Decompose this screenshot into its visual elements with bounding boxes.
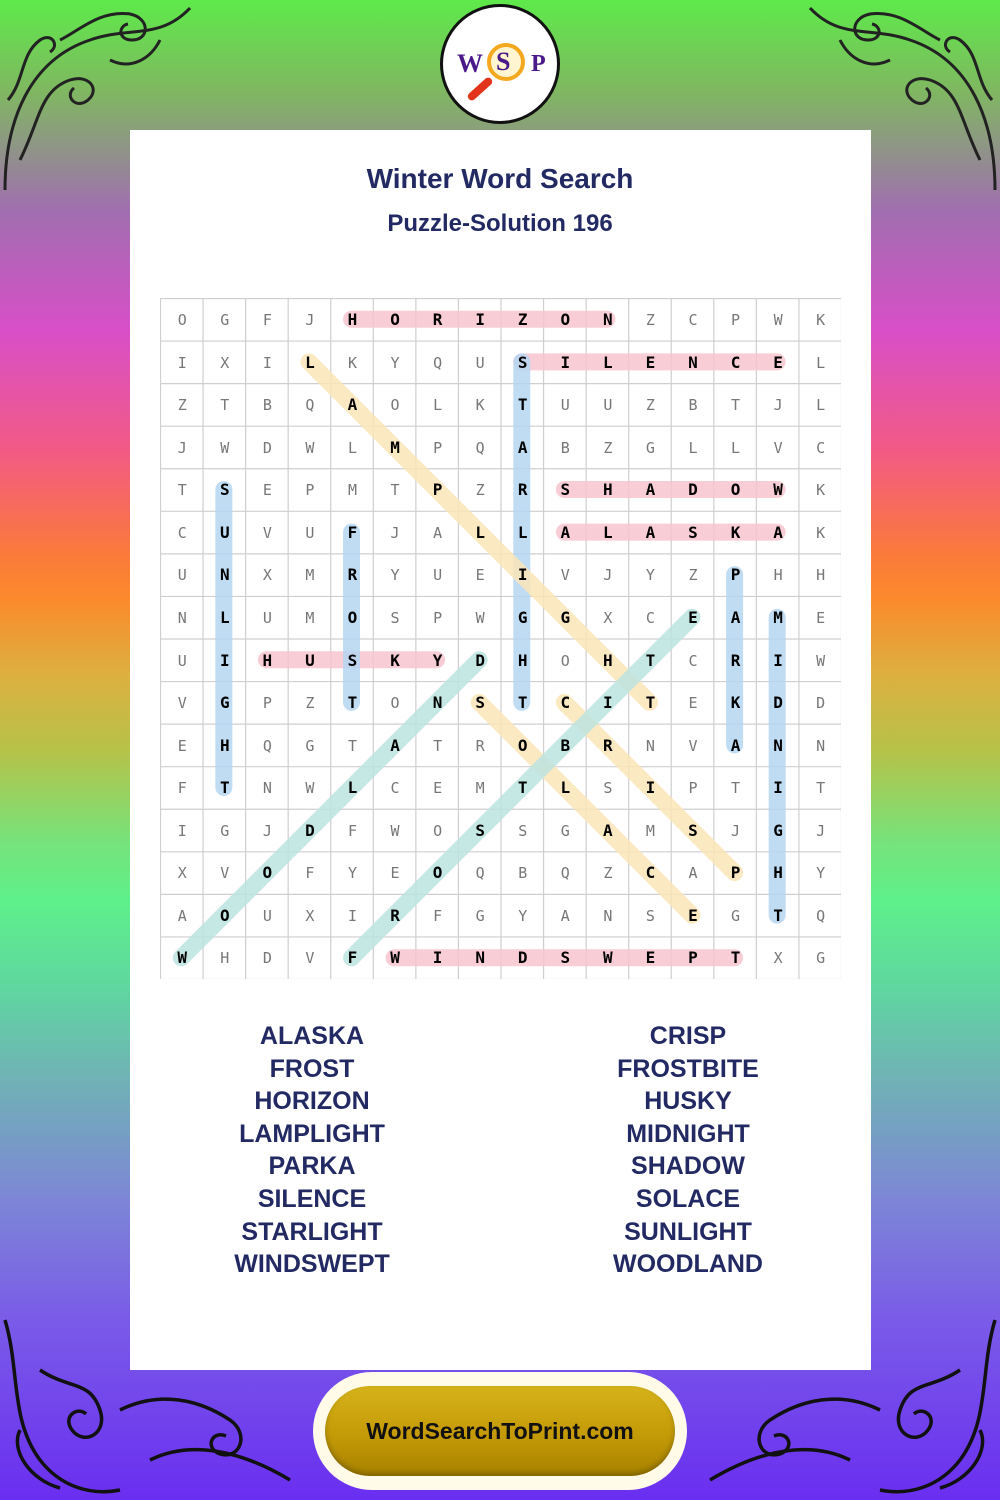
- grid-cell: N: [603, 906, 613, 925]
- site-link-label[interactable]: WordSearchToPrint.com: [366, 1418, 634, 1444]
- grid-cell: T: [390, 481, 400, 500]
- word-list-item: CRISP: [649, 1022, 727, 1050]
- word-list-item: HUSKY: [644, 1087, 732, 1116]
- grid-cell: C: [177, 523, 187, 542]
- grid-cell: T: [219, 778, 230, 798]
- grid-cell: L: [688, 438, 698, 457]
- grid-cell: U: [177, 566, 187, 585]
- grid-cell: E: [688, 607, 698, 627]
- logo-letter-p: P: [531, 51, 546, 77]
- magnifier-handle: [466, 76, 494, 102]
- grid-cell: Z: [475, 481, 485, 500]
- grid-cell: E: [645, 352, 656, 372]
- grid-cell: S: [688, 522, 698, 542]
- grid-cell: K: [730, 522, 741, 542]
- grid-cell: G: [560, 607, 571, 627]
- grid-cell: L: [816, 353, 826, 372]
- grid-cell: E: [177, 736, 187, 755]
- grid-cell: V: [560, 566, 570, 585]
- wsp-logo: [440, 4, 560, 124]
- grid-cell: O: [390, 310, 400, 329]
- grid-cell: I: [517, 565, 528, 585]
- grid-cell: G: [220, 311, 230, 329]
- grid-cell: H: [220, 949, 230, 968]
- logo-letter-w: W: [457, 49, 483, 78]
- grid-cell: J: [816, 821, 826, 840]
- grid-cell: K: [816, 523, 826, 542]
- grid-cell: I: [645, 778, 656, 798]
- grid-cell: U: [305, 523, 315, 542]
- grid-cell: R: [390, 905, 400, 925]
- grid-cell: I: [347, 906, 358, 925]
- grid-cell: T: [730, 948, 741, 968]
- grid-cell: K: [816, 311, 826, 329]
- grid-cell: R: [475, 736, 485, 755]
- grid-cell: N: [645, 736, 655, 755]
- grid-cell: L: [305, 352, 315, 372]
- grid-cell: E: [688, 694, 698, 713]
- grid-cell: L: [517, 522, 528, 542]
- grid-cell: L: [816, 396, 826, 415]
- grid-cell: O: [262, 863, 273, 883]
- word-list-right: [528, 1020, 848, 1281]
- word-search-grid: [160, 298, 841, 979]
- grid-cell: X: [262, 566, 272, 585]
- grid-cell: H: [603, 480, 613, 500]
- grid-cell: M: [347, 481, 358, 500]
- grid-cell: K: [475, 396, 485, 415]
- grid-cell: R: [347, 565, 358, 585]
- grid-cell: Z: [603, 864, 613, 883]
- word-list-item: WINDSWEPT: [234, 1250, 390, 1279]
- grid-cell: F: [347, 821, 358, 840]
- grid-cell: E: [816, 608, 826, 627]
- grid-cell: C: [816, 438, 826, 457]
- grid-cell: W: [773, 311, 783, 329]
- grid-cell: M: [475, 779, 485, 798]
- grid-cell: A: [560, 906, 570, 925]
- grid-cell: S: [560, 948, 571, 968]
- grid-cell: B: [688, 396, 698, 415]
- grid-cell: L: [219, 607, 230, 627]
- grid-cell: A: [645, 480, 656, 500]
- grid-cell: Q: [305, 396, 315, 415]
- word-list-item: FROST: [269, 1054, 355, 1083]
- grid-cell: S: [475, 693, 485, 713]
- grid-cell: T: [816, 779, 826, 798]
- grid-cell: G: [560, 821, 570, 840]
- grid-cell: S: [518, 821, 528, 840]
- word-list-item: PARKA: [268, 1152, 356, 1181]
- page-title: Winter Word Search: [366, 163, 634, 194]
- grid-cell: U: [305, 650, 315, 670]
- grid-cell: S: [517, 352, 528, 372]
- grid-cell: W: [390, 948, 400, 968]
- grid-cell: E: [433, 779, 443, 798]
- grid-cell: P: [730, 565, 741, 585]
- grid-cell: H: [816, 566, 826, 585]
- site-link-pill[interactable]: [325, 1386, 675, 1476]
- grid-cell: N: [177, 608, 187, 627]
- word-list-item: FROSTBITE: [617, 1054, 759, 1083]
- grid-cell: S: [560, 480, 571, 500]
- grid-cell: L: [560, 778, 571, 798]
- grid-cell: M: [305, 566, 315, 585]
- word-list-item: WOODLAND: [613, 1250, 763, 1279]
- grid-cell: I: [177, 821, 187, 840]
- grid-cell: B: [262, 396, 272, 415]
- grid-cell: H: [773, 863, 783, 883]
- grid-cell: G: [517, 607, 528, 627]
- grid-cell: Z: [177, 396, 187, 415]
- grid-cell: H: [773, 566, 783, 585]
- grid-cell: A: [730, 607, 741, 627]
- grid-cell: L: [433, 396, 443, 415]
- grid-cell: W: [177, 948, 188, 968]
- grid-cell: F: [347, 522, 358, 542]
- grid-cell: V: [220, 864, 230, 883]
- grid-cell: H: [219, 735, 230, 755]
- grid-cell: V: [177, 694, 187, 713]
- grid-cell: T: [347, 693, 358, 713]
- grid-cell: R: [432, 310, 443, 329]
- grid-cell: X: [603, 608, 613, 627]
- grid-cell: I: [219, 650, 230, 670]
- word-list-item: ALASKA: [259, 1022, 365, 1050]
- grid-cell: Z: [645, 396, 655, 415]
- grid-cell: T: [220, 396, 230, 415]
- grid-cell: A: [730, 735, 741, 755]
- grid-cell: R: [603, 735, 613, 755]
- grid-cell: C: [645, 863, 656, 883]
- grid-cell: O: [219, 905, 230, 925]
- grid-cell: M: [390, 437, 400, 457]
- grid-cell: D: [517, 948, 528, 968]
- grid-cell: T: [177, 481, 187, 500]
- grid-cell: S: [347, 650, 358, 670]
- grid-cell: N: [816, 736, 826, 755]
- grid-cell: J: [390, 523, 400, 542]
- word-list-left: [152, 1020, 472, 1281]
- grid-cell: D: [688, 480, 698, 500]
- grid-cell: P: [432, 480, 443, 500]
- grid-cell: U: [603, 396, 613, 415]
- grid-cell: U: [433, 566, 443, 585]
- grid-cell: X: [177, 864, 187, 883]
- grid-cell: A: [603, 820, 613, 840]
- grid-cell: J: [262, 821, 272, 840]
- grid-cell: H: [347, 310, 358, 329]
- grid-cell: Q: [475, 864, 485, 883]
- grid-cell: N: [219, 565, 230, 585]
- grid-cell: Y: [816, 864, 826, 883]
- grid-cell: X: [773, 949, 783, 968]
- grid-cell: J: [731, 821, 741, 840]
- grid-cell: A: [688, 864, 698, 883]
- grid-cell: W: [390, 821, 400, 840]
- grid-cell: D: [475, 650, 485, 670]
- grid-cell: E: [475, 566, 485, 585]
- grid-cell: T: [433, 736, 443, 755]
- grid-cell: I: [773, 650, 783, 670]
- grid-cell: M: [645, 821, 655, 840]
- page-subtitle: Puzzle-Solution 196: [387, 210, 613, 237]
- word-list-item: LAMPLIGHT: [239, 1119, 385, 1148]
- grid-cell: G: [816, 949, 826, 968]
- grid-cell: W: [475, 608, 485, 627]
- grid-cell: Y: [347, 864, 358, 883]
- grid-cell: J: [305, 311, 315, 329]
- grid-cell: O: [177, 311, 187, 329]
- grid-cell: W: [773, 480, 783, 500]
- logo-letter-s: S: [496, 47, 511, 76]
- grid-cell: Z: [305, 694, 315, 713]
- site-link-button[interactable]: [313, 1372, 687, 1490]
- grid-cell: O: [390, 396, 400, 415]
- grid-cell: Y: [390, 566, 400, 585]
- grid-cell: V: [773, 438, 783, 457]
- grid-cell: L: [347, 778, 358, 798]
- grid-cell: U: [475, 353, 485, 372]
- grid-cell: T: [731, 779, 741, 798]
- grid-cell: O: [517, 735, 528, 755]
- grid-cell: A: [645, 522, 656, 542]
- grid-cell: A: [517, 437, 528, 457]
- grid-cell: I: [773, 778, 783, 798]
- grid-cell: P: [433, 608, 443, 627]
- grid-cell: N: [603, 310, 613, 329]
- grid-cell: L: [603, 522, 613, 542]
- grid-cell: S: [219, 480, 230, 500]
- grid-cell: E: [390, 864, 400, 883]
- grid-cell: T: [731, 396, 741, 415]
- grid-cell: C: [688, 651, 698, 670]
- grid-cell: I: [475, 310, 485, 329]
- grid-cell: N: [773, 735, 783, 755]
- grid-cell: A: [347, 395, 358, 415]
- grid-cell: C: [688, 311, 698, 329]
- grid-cell: C: [560, 693, 571, 713]
- grid-cell: D: [262, 949, 272, 968]
- grid-cell: Z: [645, 311, 655, 329]
- grid-cell: O: [730, 480, 741, 500]
- grid-cell: Q: [560, 864, 570, 883]
- grid-cell: I: [603, 693, 613, 713]
- grid-cell: H: [262, 650, 273, 670]
- grid-cell: L: [475, 522, 485, 542]
- grid-cell: J: [177, 438, 187, 457]
- grid-cell: Q: [475, 438, 485, 457]
- grid-cell: D: [262, 438, 272, 457]
- grid-cell: P: [688, 779, 698, 798]
- grid-cell: K: [730, 693, 741, 713]
- grid-cell: C: [645, 608, 655, 627]
- grid-cell: Z: [517, 310, 528, 329]
- grid-cell: X: [305, 906, 315, 925]
- grid-cell: Y: [432, 650, 443, 670]
- grid-cell: U: [560, 396, 570, 415]
- grid-cell: G: [645, 438, 655, 457]
- grid-cell: W: [220, 438, 230, 457]
- grid-cell: L: [731, 438, 741, 457]
- grid-cell: S: [475, 820, 485, 840]
- grid-cell: Q: [262, 736, 272, 755]
- grid-cell: T: [773, 905, 783, 925]
- grid-cell: H: [603, 650, 613, 670]
- grid-cell: O: [432, 863, 443, 883]
- grid-cell: B: [518, 864, 528, 883]
- grid-cell: S: [645, 906, 655, 925]
- grid-cell: F: [177, 779, 187, 798]
- grid-cell: F: [305, 864, 315, 883]
- grid-cell: A: [390, 735, 400, 755]
- grid-cell: O: [560, 310, 571, 329]
- grid-cell: P: [433, 438, 443, 457]
- grid-cell: P: [731, 311, 741, 329]
- grid-cell: P: [688, 948, 698, 968]
- grid-cell: S: [688, 820, 698, 840]
- grid-cell: Y: [390, 353, 400, 372]
- grid-cell: J: [603, 566, 613, 585]
- grid-cell: S: [390, 608, 400, 627]
- grid-cell: U: [219, 522, 230, 542]
- grid-cell: O: [560, 651, 570, 670]
- grid-cell: O: [347, 607, 358, 627]
- grid-cell: Y: [645, 566, 655, 585]
- grid-cell: N: [262, 779, 272, 798]
- grid-cell: T: [347, 736, 358, 755]
- grid-cell: A: [177, 906, 187, 925]
- grid-cell: I: [432, 948, 443, 968]
- grid-cell: T: [645, 650, 656, 670]
- grid-cell: D: [816, 694, 826, 713]
- grid-cell: E: [773, 352, 783, 372]
- grid-cell: L: [347, 438, 358, 457]
- grid-cell: I: [560, 352, 571, 372]
- grid-cell: P: [262, 694, 272, 713]
- grid-cell: F: [262, 311, 272, 329]
- grid-cell: P: [730, 863, 741, 883]
- grid-cell: A: [433, 523, 443, 542]
- grid-cell: R: [730, 650, 741, 670]
- grid-cell: R: [517, 480, 528, 500]
- grid-cell: W: [305, 779, 315, 798]
- grid-cell: E: [645, 948, 656, 968]
- grid-cell: A: [560, 522, 571, 542]
- grid-cell: G: [305, 736, 315, 755]
- grid-cell: C: [390, 779, 400, 798]
- word-list-item: SUNLIGHT: [624, 1217, 752, 1246]
- grid-cell: B: [560, 438, 570, 457]
- grid-cell: L: [603, 352, 613, 372]
- grid-cell: T: [517, 693, 528, 713]
- grid-cell: X: [220, 353, 230, 372]
- word-list-item: SOLACE: [635, 1184, 741, 1213]
- word-list-item: SHADOW: [631, 1152, 745, 1181]
- grid-cell: U: [177, 651, 187, 670]
- grid-cell: N: [688, 352, 698, 372]
- grid-cell: A: [773, 522, 783, 542]
- grid-cell: F: [347, 948, 358, 968]
- grid-cell: I: [262, 353, 272, 372]
- grid-cell: F: [433, 906, 443, 925]
- grid-cell: B: [560, 735, 571, 755]
- grid-cell: V: [305, 949, 315, 968]
- grid-cell: T: [517, 778, 528, 798]
- grid-cell: K: [390, 650, 400, 670]
- word-list-item: HORIZON: [254, 1087, 370, 1116]
- letter-grid: [160, 298, 841, 979]
- grid-cell: D: [305, 820, 315, 840]
- grid-cell: M: [305, 608, 315, 627]
- grid-cell: Z: [688, 566, 698, 585]
- grid-cell: O: [390, 694, 400, 713]
- grid-cell: N: [432, 693, 443, 713]
- grid-cell: N: [475, 948, 485, 968]
- grid-cell: K: [347, 353, 358, 372]
- grid-cell: T: [645, 693, 656, 713]
- grid-cell: Q: [433, 353, 443, 372]
- grid-cell: U: [262, 608, 272, 627]
- grid-cell: T: [517, 395, 528, 415]
- grid-cell: V: [688, 736, 698, 755]
- grid-cell: O: [433, 821, 443, 840]
- grid-cell: G: [219, 693, 230, 713]
- grid-cell: V: [262, 523, 272, 542]
- grid-cell: S: [603, 779, 613, 798]
- grid-cell: Z: [603, 438, 613, 457]
- grid-cell: W: [305, 438, 315, 457]
- grid-cell: U: [262, 906, 272, 925]
- grid-cell: G: [773, 820, 783, 840]
- grid-cell: C: [730, 352, 741, 372]
- grid-cell: P: [305, 481, 315, 500]
- grid-cell: W: [603, 948, 613, 968]
- grid-cell: D: [773, 693, 783, 713]
- word-list-item: STARLIGHT: [241, 1217, 383, 1246]
- grid-cell: W: [816, 651, 826, 670]
- word-list-item: SILENCE: [257, 1184, 367, 1213]
- grid-cell: J: [773, 396, 783, 415]
- grid-cell: E: [262, 481, 272, 500]
- grid-cell: G: [220, 821, 230, 840]
- grid-cell: Q: [816, 906, 826, 925]
- word-list-item: MIDNIGHT: [626, 1119, 750, 1148]
- grid-cell: E: [688, 905, 698, 925]
- grid-cell: K: [816, 481, 826, 500]
- grid-cell: H: [517, 650, 528, 670]
- grid-cell: I: [177, 353, 187, 372]
- grid-cell: G: [731, 906, 741, 925]
- grid-cell: G: [475, 906, 485, 925]
- grid-cell: M: [773, 607, 783, 627]
- grid-cell: Y: [518, 906, 528, 925]
